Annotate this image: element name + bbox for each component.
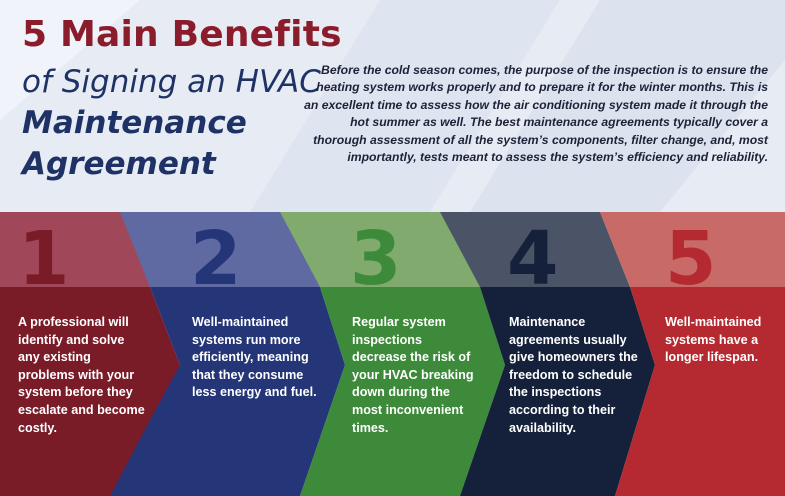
benefit-3-text: Regular system inspections decrease the risk of your HVAC breaking down during the most inconvenient times. xyxy=(352,315,474,435)
benefit-2-number: 2 xyxy=(190,216,242,302)
title-line-4: Agreement xyxy=(22,146,216,182)
benefit-5-text: Well-maintained systems have a longer lifespan. xyxy=(665,315,762,365)
benefit-3-number: 3 xyxy=(350,216,402,302)
benefit-1-text: A professional will identify and solve any existing problems with your system before they escalate and become costly. xyxy=(18,315,145,435)
intro-paragraph: Before the cold season comes, the purpose of the inspection is to ensure the heating system works properly and to prepare it for the winter months. This is an excellent time to assess how the air conditioning system made it through the hot summer as well. The best maintenance agreements typically cover a thorough assessment of all the system’s components, filter change, and, most importantly, tests meant to assess the system’s efficiency and reliability. xyxy=(304,63,768,165)
title-line-3: Maintenance xyxy=(22,105,247,141)
benefit-1-number: 1 xyxy=(18,216,70,302)
benefit-2-text: Well-maintained systems run more efficiently, meaning that they consume less energy and fuel. xyxy=(192,315,317,400)
title-line-2: of Signing an HVAC xyxy=(22,64,321,100)
benefit-4-text: Maintenance agreements usually give homeowners the freedom to schedule the inspections according to their availability. xyxy=(509,315,638,435)
title-line-1: 5 Main Benefits xyxy=(22,14,342,55)
benefit-5-number: 5 xyxy=(665,216,717,302)
benefit-4-number: 4 xyxy=(507,216,559,302)
